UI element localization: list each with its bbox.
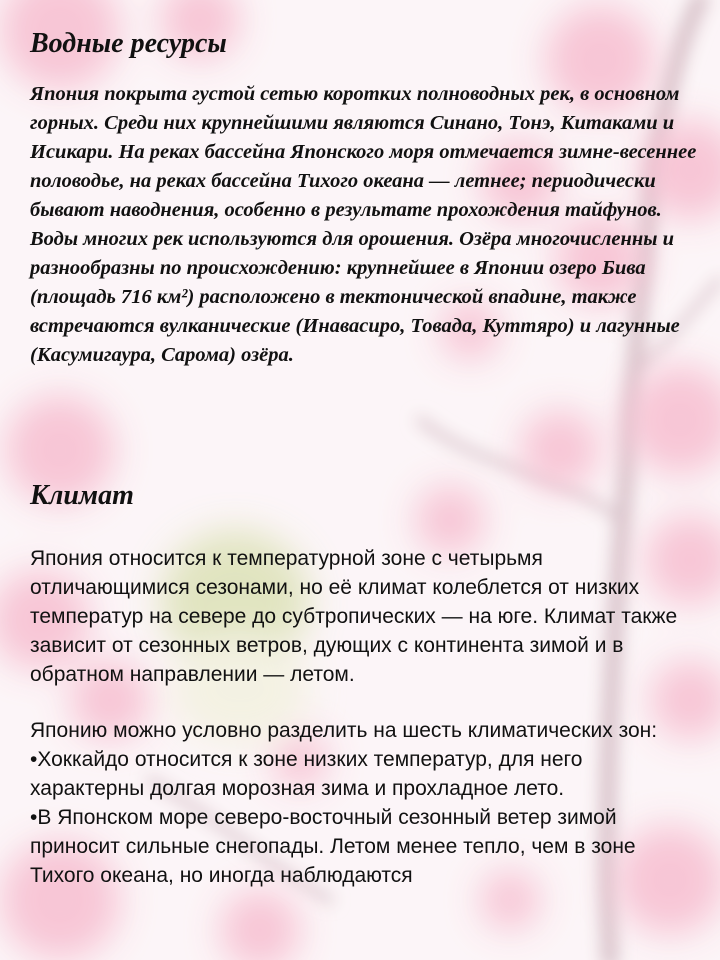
paragraph-climate: Япония относится к температурной зоне с четырьмя отличающимися сезонами, но её климат колеблется от низких температур на севере до субтропических — на юге. Климат также зависит от сезонных ветров, дующих с континента зимой и в обратном направлении — летом. (30, 547, 678, 686)
list-item: •В Японском море северо-восточный сезонный ветер зимой приносит сильные снегопады. Летом менее тепло, чем в зоне Тихого океана, но иногда наблюдаются (30, 806, 636, 887)
climate-zones-intro: Японию можно условно разделить на шесть климатических зон: (30, 719, 658, 742)
heading-climate: Климат (30, 480, 134, 511)
heading-water-resources: Водные ресурсы (30, 28, 227, 59)
paragraph-water-resources: Япония покрыта густой сетью коротких полноводных рек, в основном горных. Среди них крупнейшими являются Синано, Тонэ, Китаками и Исикари. На реках бассейна Японского моря отмечается зимне-весеннее половодье, на реках бассейна Тихого океана — летнее; периодически бывают наводнения, особенно в результате прохождения тайфунов. Воды многих рек используются для орошения. Озёра многочисленны и разнообразны по происхождению: крупнейшее в Японии озеро Бива (площадь 716 км²) расположено в тектонической впадине, также встречаются вулканические (Инавасиро, Товада, Куттяро) и лагунные (Касумигаура, Сарома) озёра. (30, 83, 697, 366)
list-item: •Хоккайдо относится к зоне низких температур, для него характерны долгая морозная зима и прохладное лето. (30, 748, 583, 800)
climate-zones-block (30, 716, 700, 890)
